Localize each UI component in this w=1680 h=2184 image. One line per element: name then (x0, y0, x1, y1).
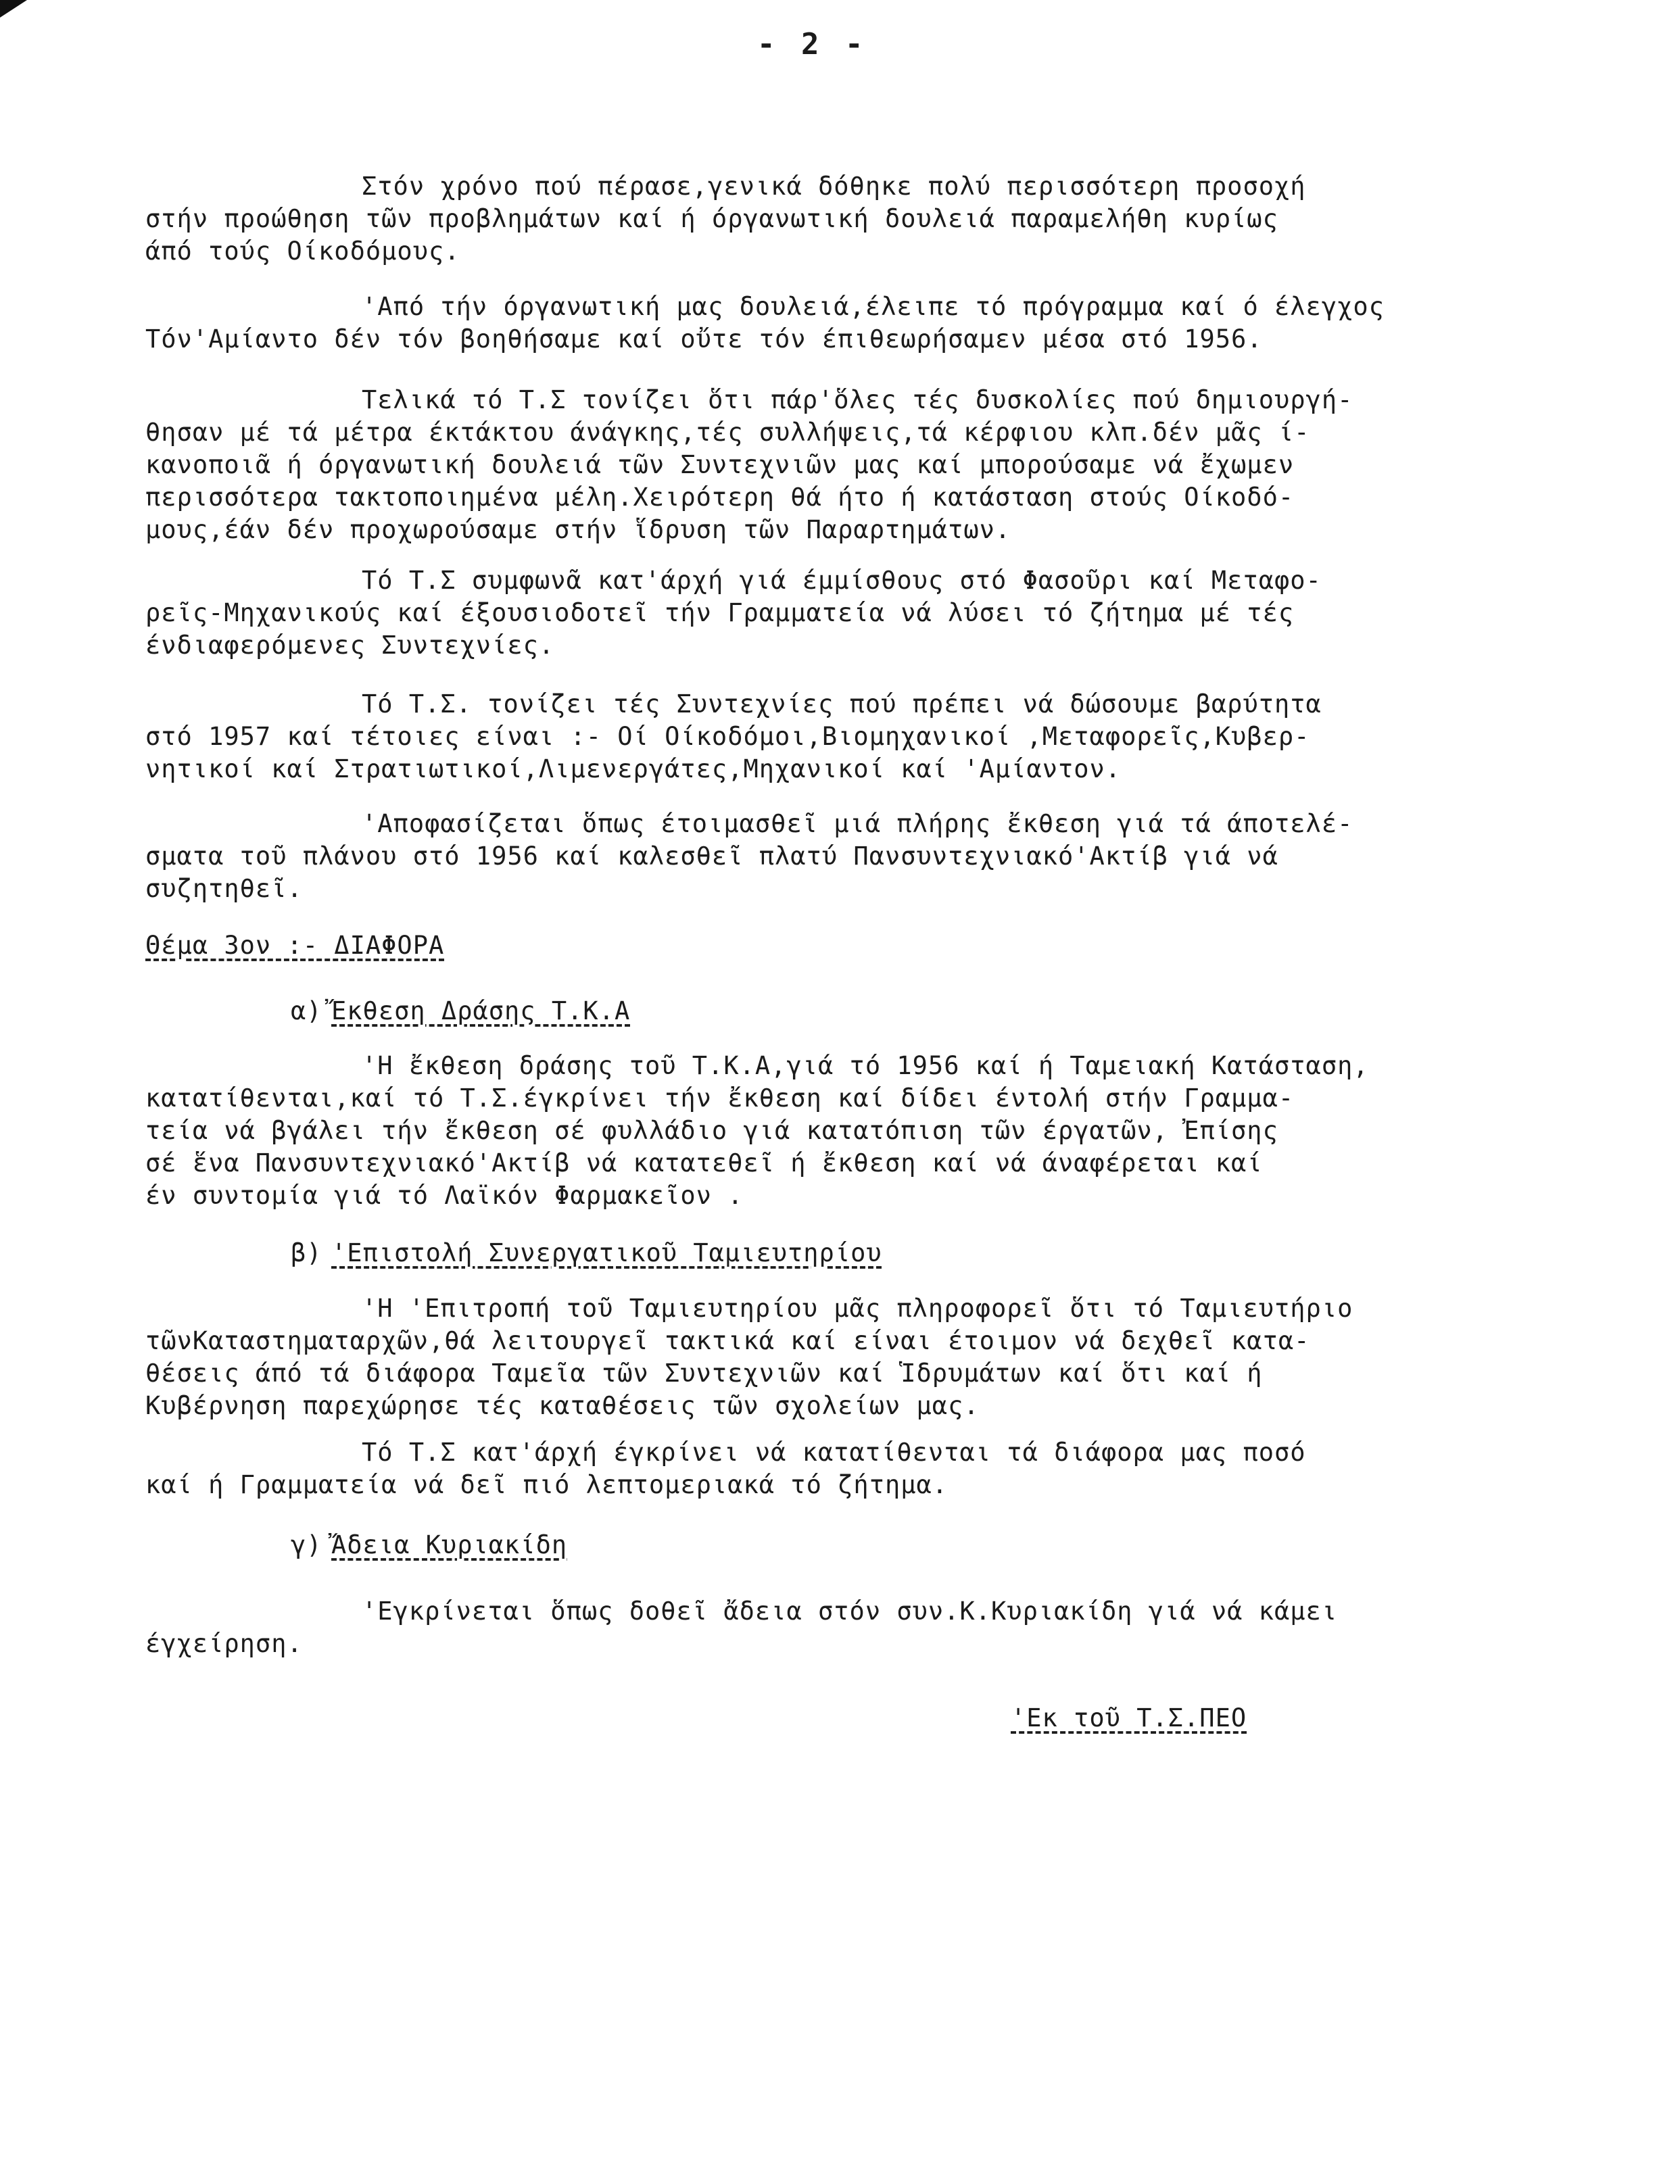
text-line: θησαν μέ τά μέτρα έκτάκτου άνάγκης,τές συλλήψεις,τά κέρφιου κλπ.δέν μᾶς ί- (145, 418, 1310, 447)
item-body (145, 1050, 1609, 1212)
paragraph (145, 384, 1609, 546)
text-line: Κυβέρνηση παρεχώρησε τές καταθέσεις τῶν σχολείων μας. (145, 1391, 980, 1420)
signature: 'Εκ τοῦ Τ.Σ.ΠΕΟ (1011, 1703, 1247, 1732)
paragraph (145, 291, 1609, 356)
section-heading: Θέμα 3ον :- ΔΙΑΦΟΡΑ (145, 931, 445, 960)
item-marker: α) (291, 996, 322, 1025)
paragraph (145, 564, 1609, 662)
text-line: σματα τοῦ πλάνου στό 1956 καί καλεσθεῖ πλατύ Πανσυντεχνιακό'Ακτίβ γιά νά (145, 842, 1278, 871)
text-line: 'Από τήν όργανωτική μας δουλειά,έλειπε τό πρόγραμμα καί ό έλεγχος (362, 292, 1385, 321)
text-line: κανοποιᾶ ή όργανωτική δουλειά τῶν Συντεχνιῶν μας καί μπορούσαμε νά ἔχωμεν (145, 450, 1295, 479)
text-line: μους,έάν δέν προχωρούσαμε στήν ἵδρυση τῶν Παραρτημάτων. (145, 515, 1011, 544)
item-heading (291, 1237, 882, 1269)
text-line: 'Η 'Επιτροπή τοῦ Ταμιευτηρίου μᾶς πληροφορεῖ ὅτι τό Ταμιευτήριο (362, 1294, 1353, 1323)
item-title: Ἔκθεση Δράσης Τ.Κ.Α (331, 996, 631, 1025)
text-line: έγχείρηση. (145, 1629, 303, 1658)
text-line: περισσότερα τακτοποιημένα μέλη.Χειρότερη θά ήτο ή κατάσταση στούς Οίκοδό- (145, 483, 1295, 512)
item-body (145, 1595, 1609, 1660)
text-line: σέ ἕνα Πανσυντεχνιακό'Ακτίβ νά κατατεθεῖ ή ἔκθεση καί νά άναφέρεται καί (145, 1148, 1263, 1178)
text-line: νητικοί καί Στρατιωτικοί,Λιμενεργάτες,Μηχανικοί καί 'Αμίαντον. (145, 754, 1122, 783)
text-line: Τό Τ.Σ. τονίζει τές Συντεχνίες πού πρέπει νά δώσουμε βαρύτητα (362, 689, 1322, 719)
text-line: θέσεις άπό τά διάφορα Ταμεῖα τῶν Συντεχνιῶν καί Ἱδρυμάτων καί ὅτι καί ή (145, 1359, 1263, 1388)
paragraph (145, 688, 1609, 785)
text-line: άπό τούς Οίκοδόμους. (145, 237, 460, 266)
page-number: - 2 - (757, 27, 867, 62)
text-line: τεία νά βγάλει τήν ἔκθεση σέ φυλλάδιο γιά κατατόπιση τῶν έργατῶν, Ἐπίσης (145, 1116, 1278, 1145)
text-line: 'Η ἔκθεση δράσης τοῦ Τ.Κ.Α,γιά τό 1956 καί ή Ταμειακή Κατάσταση, (362, 1051, 1369, 1080)
item-heading (291, 995, 630, 1027)
item-followup (145, 1436, 1609, 1501)
paragraph (145, 808, 1609, 905)
text-line: τῶνΚαταστηματαρχῶν,θά λειτουργεῖ τακτικά καί είναι έτοιμον νά δεχθεῖ κατα- (145, 1326, 1310, 1355)
text-line: Τό Τ.Σ συμφωνᾶ κατ'άρχή γιά έμμίσθους στό Φασοῦρι καί Μεταφο- (362, 566, 1322, 595)
text-line: συζητηθεῖ. (145, 874, 303, 903)
item-title: 'Επιστολή Συνεργατικοῦ Ταμιευτηρίου (331, 1238, 882, 1267)
paragraph (145, 170, 1609, 268)
text-line: Στόν χρόνο πού πέρασε,γενικά δόθηκε πολύ περισσότερη προσοχή (362, 172, 1306, 201)
item-marker: γ) (291, 1530, 322, 1559)
item-title: Ἄδεια Κυριακίδη (331, 1530, 568, 1559)
text-line: κατατίθενται,καί τό Τ.Σ.έγκρίνει τήν ἔκθεση καί δίδει έντολή στήν Γραμμα- (145, 1084, 1295, 1113)
item-heading (291, 1529, 567, 1561)
text-line: καί ή Γραμματεία νά δεῖ πιό λεπτομεριακά τό ζήτημα. (145, 1470, 949, 1499)
text-line: έν συντομία γιά τό Λαϊκόν Φαρμακεῖον . (145, 1181, 744, 1210)
text-line: ρεῖς-Μηχανικούς καί έξουσιοδοτεῖ τήν Γραμματεία νά λύσει τό ζήτημα μέ τές (145, 598, 1295, 627)
item-marker: β) (291, 1238, 322, 1267)
text-line: Τόν'Αμίαντο δέν τόν βοηθήσαμε καί οὔτε τόν έπιθεωρήσαμεν μέσα στό 1956. (145, 324, 1263, 354)
corner-mark (0, 0, 27, 18)
item-body (145, 1292, 1609, 1422)
text-line: στήν προώθηση τῶν προβλημάτων καί ή όργανωτική δουλειά παραμελήθη κυρίως (145, 204, 1278, 233)
text-line: 'Αποφασίζεται ὅπως έτοιμασθεῖ μιά πλήρης ἔκθεση γιά τά άποτελέ- (362, 809, 1353, 838)
text-line: στό 1957 καί τέτοιες είναι :- Οί Οίκοδόμοι,Βιομηχανικοί ,Μεταφορεῖς,Κυβερ- (145, 722, 1310, 751)
text-line: 'Εγκρίνεται ὅπως δοθεῖ ἄδεια στόν συν.Κ.Κυριακίδη γιά νά κάμει (362, 1597, 1338, 1626)
text-line: Τελικά τό Τ.Σ τονίζει ὅτι πάρ'ὅλες τές δυσκολίες πού δημιουργή- (362, 385, 1353, 414)
text-line: ένδιαφερόμενες Συντεχνίες. (145, 631, 555, 660)
text-line: Τό Τ.Σ κατ'άρχή έγκρίνει νά κατατίθενται τά διάφορα μας ποσό (362, 1438, 1306, 1467)
